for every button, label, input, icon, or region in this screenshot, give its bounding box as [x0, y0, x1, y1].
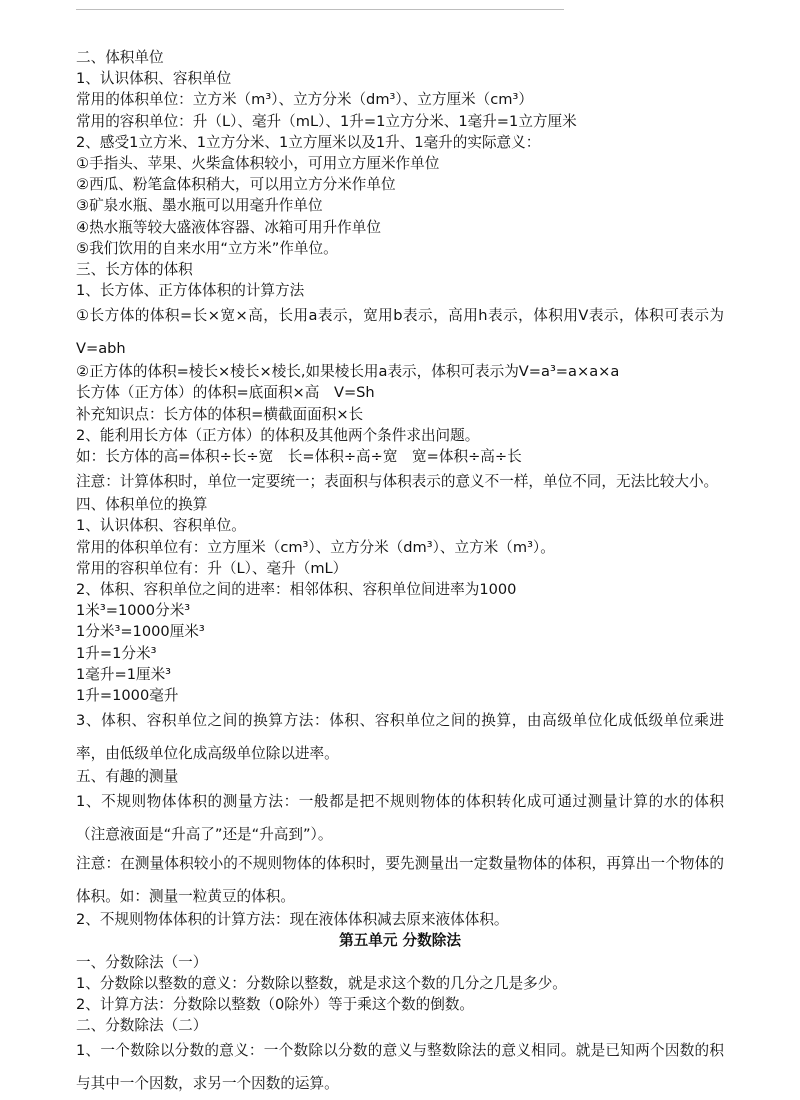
text-line: 2、不规则物体体积的计算方法：现在液体体积减去原来液体体积。	[76, 911, 509, 929]
text-line: 1、一个数除以分数的意义：一个数除以分数的意义与整数除法的意义相同。就是已知两个因数的积与其中一个因数，求另一个因数的运算。	[76, 1042, 724, 1093]
text-line: 2、感受1立方米、1立方分米、1立方厘米以及1升、1毫升的实际意义：	[76, 133, 541, 151]
text-line: ①长方体的体积=长×宽×高，长用a表示，宽用b表示，高用h表示，体积用V表示，体积可表示为V=abh	[76, 307, 724, 358]
text-line: ②正方体的体积=棱长×棱长×棱长,如果棱长用a表示，体积可表示为V=a³=a×a×a	[76, 363, 620, 381]
text-line: 二、体积单位	[76, 49, 164, 66]
text-line: ①手指头、苹果、火柴盒体积较小，可用立方厘米作单位	[76, 154, 440, 172]
text-line: 五、有趣的测量	[76, 768, 179, 786]
text-line: ②西瓜、粉笔盒体积稍大，可以用立方分米作单位	[76, 176, 396, 194]
text-line: 常用的体积单位有：立方厘米（cm³）、立方分米（dm³）、立方米（m³）。	[76, 538, 555, 556]
text-line: 1、长方体、正方体体积的计算方法	[76, 282, 305, 300]
document-body	[76, 47, 724, 1096]
text-line: 2、体积、容积单位之间的进率：相邻体积、容积单位间进率为1000	[76, 580, 517, 598]
text-line: ④热水瓶等较大盛液体容器、冰箱可用升作单位	[76, 218, 381, 236]
text-line: 1、认识体积、容积单位。	[76, 517, 246, 535]
text-line: 三、长方体的体积	[76, 260, 193, 278]
text-line: 1、认识体积、容积单位	[76, 70, 232, 88]
text-line: 2、能利用长方体（正方体）的体积及其他两个条件求出问题。	[76, 426, 480, 444]
text-line: 1升=1分米³	[76, 644, 157, 662]
text-line: 注意：在测量体积较小的不规则物体的体积时，要先测量出一定数量物体的体积，再算出一个物体的体积。如：测量一粒黄豆的体积。	[76, 855, 724, 906]
top-divider	[76, 9, 564, 10]
text-line: 四、体积单位的换算	[76, 496, 208, 514]
text-line: 一、分数除法（一）	[76, 953, 208, 971]
section-heading: 第五单元 分数除法	[339, 932, 461, 950]
text-line: 2、计算方法：分数除以整数（0除外）等于乘这个数的倒数。	[76, 996, 475, 1013]
text-line: 常用的容积单位有：升（L）、毫升（mL）	[76, 559, 348, 577]
text-line: 注意：计算体积时，单位一定要统一；表面积与体积表示的意义不一样，单位不同，无法比较大小。	[76, 473, 719, 491]
text-line: 常用的体积单位：立方米（m³）、立方分米（dm³）、立方厘米（cm³）	[76, 91, 533, 109]
text-line: 1、不规则物体体积的测量方法：一般都是把不规则物体的体积转化成可通过测量计算的水的体积（注意液面是“升高了”还是“升高到”）。	[76, 793, 724, 844]
text-line: 1毫升=1厘米³	[76, 665, 172, 683]
text-line: 1分米³=1000厘米³	[76, 623, 205, 641]
text-line: 3、体积、容积单位之间的换算方法：体积、容积单位之间的换算，由高级单位化成低级单位乘进率，由低级单位化成高级单位除以进率。	[76, 712, 724, 763]
text-line: 长方体（正方体）的体积=底面积×高 V=Sh	[76, 384, 375, 402]
text-line: 1升=1000毫升	[76, 686, 179, 704]
text-line: 二、分数除法（二）	[76, 1017, 208, 1035]
text-line: 常用的容积单位：升（L）、毫升（mL）、1升=1立方分米、1毫升=1立方厘米	[76, 112, 577, 130]
text-line: 1、分数除以整数的意义：分数除以整数，就是求这个数的几分之几是多少。	[76, 974, 567, 992]
text-line: ③矿泉水瓶、墨水瓶可以用毫升作单位	[76, 197, 323, 215]
text-line: ⑤我们饮用的自来水用“立方米”作单位。	[76, 239, 338, 257]
text-line: 如：长方体的高=体积÷长÷宽 长=体积÷高÷宽 宽=体积÷高÷长	[76, 448, 522, 465]
text-line: 补充知识点：长方体的体积=横截面面积×长	[76, 405, 364, 423]
text-line: 1米³=1000分米³	[76, 602, 191, 620]
